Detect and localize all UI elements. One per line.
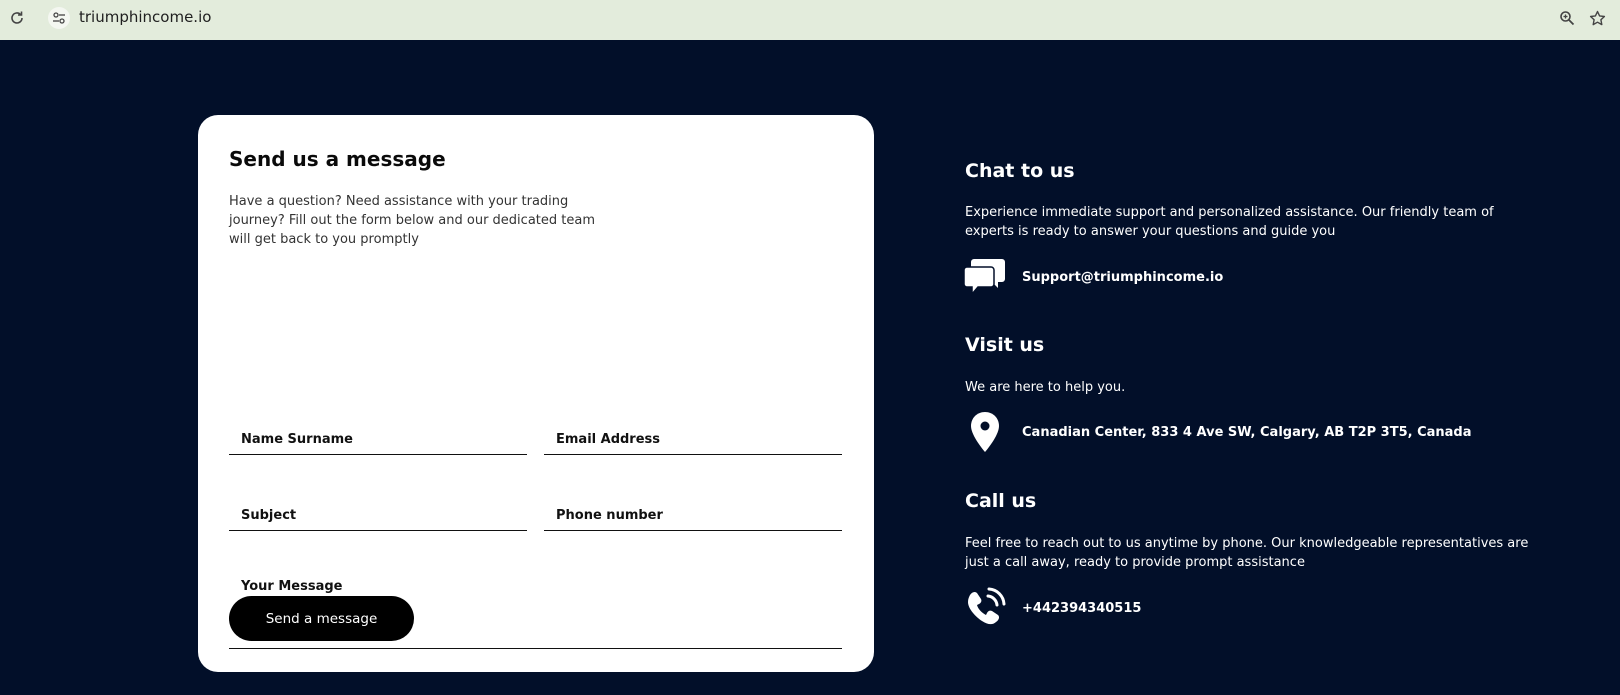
call-heading: Call us bbox=[965, 490, 1037, 512]
visit-heading: Visit us bbox=[965, 334, 1045, 356]
phone-field bbox=[544, 491, 842, 531]
visit-section bbox=[965, 334, 1545, 397]
subject-field bbox=[229, 491, 527, 531]
chat-section bbox=[965, 160, 1545, 241]
send-message-button[interactable]: Send a message bbox=[229, 596, 414, 641]
map-pin-icon bbox=[963, 410, 1007, 454]
phone-number[interactable]: +442394340515 bbox=[1022, 600, 1142, 616]
subject-input[interactable] bbox=[229, 491, 527, 530]
call-contact-row bbox=[963, 586, 1142, 630]
visit-text: We are here to help you. bbox=[965, 380, 1126, 395]
chat-text: Experience immediate support and personalized assistance. Our friendly team of experts is ready to answer your questions and guide you bbox=[965, 205, 1494, 239]
chat-contact-row bbox=[963, 255, 1224, 299]
contact-form-card bbox=[198, 115, 874, 672]
address-bar[interactable] bbox=[42, 2, 1567, 33]
name-field bbox=[229, 415, 527, 455]
bookmark-star-icon[interactable] bbox=[1586, 7, 1608, 29]
name-input[interactable] bbox=[229, 415, 527, 454]
visit-contact-row bbox=[963, 410, 1472, 454]
email-field bbox=[544, 415, 842, 455]
site-settings-icon[interactable] bbox=[48, 7, 70, 29]
email-input[interactable] bbox=[544, 415, 842, 454]
chat-bubbles-icon bbox=[963, 255, 1007, 299]
call-section bbox=[965, 490, 1545, 572]
form-title: Send us a message bbox=[229, 147, 446, 171]
chat-heading: Chat to us bbox=[965, 160, 1075, 182]
form-intro: Have a question? Need assistance with your trading journey? Fill out the form below and our dedicated team will get back to you promptly bbox=[229, 194, 595, 247]
phone-icon bbox=[963, 586, 1007, 630]
browser-toolbar bbox=[0, 0, 1620, 40]
reload-icon[interactable] bbox=[6, 7, 28, 29]
call-text: Feel free to reach out to us anytime by phone. Our knowledgeable representatives are just a call away, ready to provide prompt assistance bbox=[965, 536, 1529, 570]
phone-input[interactable] bbox=[544, 491, 842, 530]
url-text[interactable]: triumphincome.io bbox=[79, 8, 212, 26]
support-email[interactable]: Support@triumphincome.io bbox=[1022, 269, 1224, 285]
address-text: Canadian Center, 833 4 Ave SW, Calgary, AB T2P 3T5, Canada bbox=[1022, 424, 1472, 440]
zoom-icon[interactable] bbox=[1556, 7, 1578, 29]
